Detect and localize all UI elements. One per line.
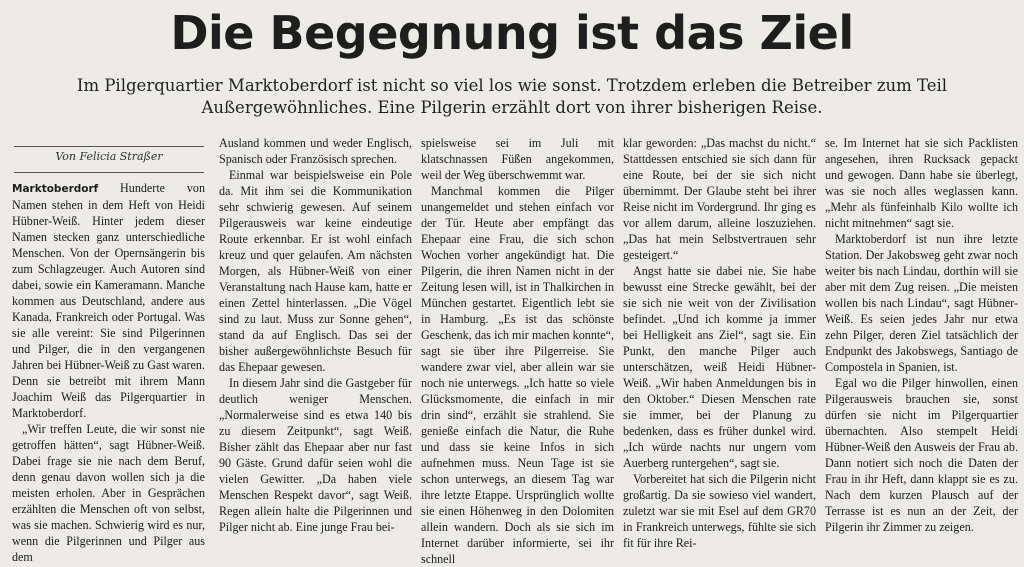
article-column-1 bbox=[12, 180, 205, 564]
paragraph: spielsweise sei im Juli mit klatschnassen Füßen angekommen, weil der Weg überschwemmt war. bbox=[421, 136, 614, 182]
paragraph: In diesem Jahr sind die Gastgeber für deutlich weniger Menschen. „Normalerweise sind es etwa 140 bis zu diesem Zeitpunkt“, sagt Weiß. Bisher zählt das Ehepaar aber nur fast 90 Gäste. Grund dafür seien wohl die vielen Gewitter. „Da haben viele Menschen Respekt davor“, sagt Weiß. Regen allein halte die Pilgerinnen und Pilger nicht ab. Eine junge Frau bei- bbox=[219, 376, 412, 534]
paragraph: „Wir treffen Leute, die wir sonst nie getroffen hätten“, sagt Hübner-Weiß. Dabei frage sie nie nach dem Beruf, denn genau davon wollen sich ja die meisten erholen. Aber in Gesprächen erzählten die Menschen oft von selbst, was sie machen. Schwierig wird es nur, wenn die Pilgerinnen und Pilger aus dem bbox=[12, 422, 205, 564]
paragraph: se. Im Internet hat sie sich Packlisten angesehen, ihren Rucksack gepackt und gewogen. Dann habe sie überlegt, was sie noch alles weglassen kann. „Mehr als fünfeinhalb Kilo wollte ich nicht mitnehmen“ sagt sie. bbox=[825, 136, 1018, 230]
paragraph bbox=[12, 180, 205, 421]
article-column-4 bbox=[623, 135, 816, 552]
paragraph: Marktoberdorf ist nun ihre letzte Station. Der Jakobsweg geht zwar noch weiter bis nach Lindau, dorthin will sie aber mit dem Zug reisen. „Die meisten wollen bis nach Lindau“, sagt Hübner-Weiß. Es seien jedes Jahr nur etwa zehn Pilger, deren Ziel tatsächlich der Endpunkt des Jakobswegs, Santiago de Compostela in Spanien, ist. bbox=[825, 232, 1018, 374]
paragraph: Egal wo die Pilger hinwollen, einen Pilgerausweis brauchen sie, sonst dürfen sie nicht im Pilgerquartier übernachten. Also stempelt Heidi Hübner-Weiß den Ausweis der Frau ab. Dann notiert sich noch die Daten der Frau in ihr Heft, dann klappt sie es zu. Nach dem kurzen Plausch auf der Terrasse ist es nun an der Zeit, der Pilgerin ihr Zimmer zu zeigen. bbox=[825, 376, 1018, 534]
article-column-2 bbox=[219, 135, 412, 552]
subheadline: Im Pilgerquartier Marktoberdorf ist nicht so viel los wie sonst. Trotzdem erleben die Betreiber zum Teil Außergewöhnliches. Eine Pilgerin erzählt dort von ihrer bisherigen Reise. bbox=[76, 76, 948, 117]
paragraph: Ausland kommen und weder Englisch, Spanisch oder Französisch sprechen. bbox=[219, 136, 412, 166]
byline: Von Felicia Straßer bbox=[55, 150, 163, 163]
paragraph: Vorbereitet hat sich die Pilgerin nicht großartig. Da sie sowieso viel wandert, zuletzt war sie mit Esel auf dem GR70 in Frankreich unterwegs, fühlte sie sich fit für ihre Rei- bbox=[623, 472, 816, 550]
dateline: Marktoberdorf bbox=[12, 183, 99, 195]
headline: Die Begegnung ist das Ziel bbox=[170, 6, 854, 60]
byline-rule-top bbox=[14, 146, 204, 147]
paragraph: Manchmal kommen die Pilger unangemeldet und stehen einfach vor der Tür. Heute aber empfängt das Ehepaar eine Frau, die sich schon Wochen vorher angekündigt hat. Die Pilgerin, die ihren Namen nicht in der Zeitung lesen will, ist in Thalkirchen in München gestartet. Eigentlich lebt sie in Hamburg. „Es ist das schönste Geschenk, das ich mir machen konnte“, sagt sie über ihre Pilgerreise. Sie wandere zwar viel, aber allein war sie noch nie unterwegs. „Ich hatte so viele Glücksmomente, die einfach in mir drin sind“, erzählt sie strahlend. Sie genieße einfach die Natur, die Ruhe und dass sie keine Infos in sich aufnehmen muss. Neun Tage ist sie schon unterwegs, an diesem Tag war ihre letzte Etappe. Ursprünglich wollte sie einen Höhenweg in den Dolomiten allein wandern. Doch als sie sich im Internet darüber informierte, sei ihr schnell bbox=[421, 184, 614, 566]
paragraph: Einmal war beispielsweise ein Pole da. Mit ihm sei die Kommunikation sehr schwierig gewesen. Auf seinem Pilgerausweis war keine eindeutige Route erkennbar. Er ist wohl einfach kreuz und quer gelaufen. Am nächsten Morgen, als Hübner-Weiß von einer Veranstaltung nach Hause kam, hatte er einen Zettel hinterlassen. „Die Vögel sind zu laut. Muss zur Sonne gehen“, stand da auf Englisch. Das sei der bisher außergewöhnlichste Besuch für das Ehepaar gewesen. bbox=[219, 168, 412, 374]
article-column-3 bbox=[421, 135, 614, 566]
paragraph: Angst hatte sie dabei nie. Sie habe bewusst eine Strecke gewählt, bei der sie sich nie weit von der Zivilisation befindet. „Und ich komme ja immer bei Helligkeit ans Ziel“, sagt sie. Ein Punkt, den manche Pilger auch unterschätzen, weiß Heidi Hübner-Weiß. „Wir haben Anmeldungen bis in den Oktober.“ Diesen Menschen rate sie immer, bei der Planung zu bedenken, dass es früher dunkel wird. „Ich würde nachts nur ungern vom Auerberg runtergehen“, sagt sie. bbox=[623, 264, 816, 470]
paragraph: klar geworden: „Das machst du nicht.“ Stattdessen entschied sie sich dann für eine Route, bei der sie sich nicht übernimmt. Der Glaube steht bei ihrer Reise nicht im Vordergrund. Ihr ging es vor allem darum, alleine loszuziehen. „Das hat mein Selbstvertrauen sehr gesteigert.“ bbox=[623, 136, 816, 262]
byline-rule-bottom bbox=[14, 172, 204, 173]
article-column-5 bbox=[825, 135, 1018, 552]
paragraph-text: Hunderte von Namen stehen in dem Heft von Heidi Hübner-Weiß. Hinter jedem dieser Namen stecken ganz unterschiedliche Menschen. Von der Opernsängerin bis zum Schlagzeuger. Auch Autoren sind dabei, sowie ein Kameramann. Manche kommen aus Deutschland, andere aus Kanada, Frankreich oder Portugal. Was sie alle vereint: Sie sind Pilgerinnen und Pilger, die in den vergangenen Jahren bei Hübner-Weiß zu Gast waren. Denn sie betreibt mit ihrem Mann Joachim Weiß das Pilgerquartier in Marktoberdorf. bbox=[12, 181, 205, 420]
